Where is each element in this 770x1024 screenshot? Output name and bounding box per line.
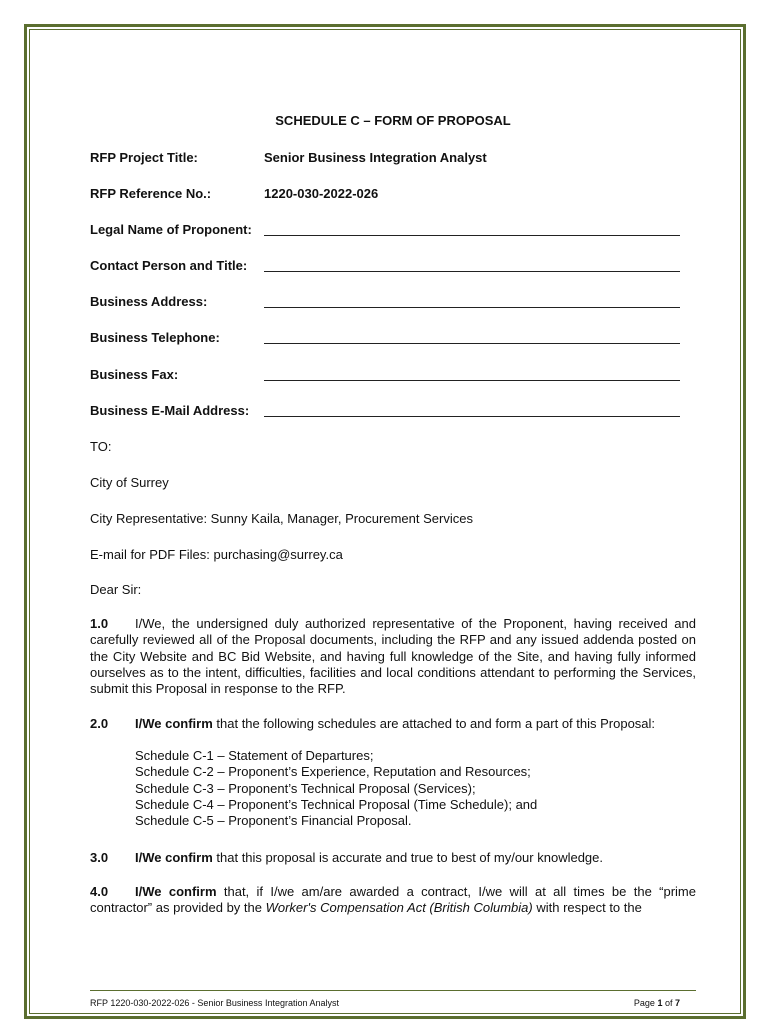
field-legal-name-line[interactable]: [264, 235, 680, 236]
footer-rule: [90, 990, 696, 991]
paragraph-bold: I/We confirm: [135, 716, 213, 731]
schedule-item: Schedule C-1 – Statement of Departures;: [135, 748, 374, 763]
page-prefix: Page: [633, 998, 658, 1008]
paragraph-2: [90, 716, 696, 732]
field-contact-person-line[interactable]: [264, 271, 680, 272]
schedule-item: Schedule C-5 – Proponent’s Financial Proposal.: [135, 813, 412, 829]
paragraph-number: 4.0: [90, 884, 109, 899]
field-business-email-label: Business E-Mail Address:: [90, 403, 250, 418]
schedule-item: Schedule C-2 – Proponent’s Experience, Reputation and Resources;: [135, 764, 531, 780]
field-business-email-line[interactable]: [264, 416, 680, 417]
footer-reference: RFP 1220-030-2022-026 - Senior Business Integration Analyst: [90, 998, 339, 1008]
field-project-title: [90, 150, 487, 165]
field-label: RFP Reference No.:: [90, 186, 212, 201]
field-value: 1220-030-2022-026: [264, 186, 379, 201]
pdf-email: E-mail for PDF Files: purchasing@surrey.ca: [90, 547, 343, 562]
page-total: 7: [674, 998, 680, 1008]
paragraph-bold: I/We confirm: [135, 884, 217, 899]
field-business-telephone-label: Business Telephone:: [90, 330, 220, 345]
field-business-address-label: Business Address:: [90, 294, 208, 309]
field-value: Senior Business Integration Analyst: [264, 150, 487, 165]
paragraph-text: with respect to the: [532, 900, 642, 916]
paragraph-number: 3.0: [90, 850, 109, 865]
paragraph-italic: Worker's Compensation Act (British Columbia): [265, 900, 533, 916]
paragraph-text: that this proposal is accurate and true to best of my/our knowledge.: [212, 850, 603, 865]
field-business-telephone-line[interactable]: [264, 343, 680, 344]
schedule-item: Schedule C-3 – Proponent’s Technical Proposal (Services);: [135, 780, 476, 796]
paragraph-number: 1.0: [90, 616, 109, 631]
field-contact-person-label: Contact Person and Title:: [90, 258, 248, 273]
salutation: Dear Sir:: [90, 582, 142, 597]
field-business-fax-label: Business Fax:: [90, 367, 179, 382]
paragraph-text: that the following schedules are attached to and form a part of this Proposal:: [212, 716, 656, 731]
paragraph-4: [90, 884, 696, 917]
paragraph-number: 2.0: [90, 716, 109, 731]
footer-page-number: [634, 998, 680, 1008]
field-label: RFP Project Title:: [90, 150, 198, 165]
paragraph-text: I/We, the undersigned duly authorized representative of the Proponent, having received and carefully reviewed all of the Proposal documents, including the RFP and any issued addenda posted on the City Website and BC Bid Website, and having full knowledge of the Site, and having fully informed ourselves as to the intent, difficulties, facilities and local conditions attendant to performing the Services, submit this Proposal in response to the RFP.: [90, 616, 696, 697]
schedule-list: [135, 748, 537, 829]
field-legal-name-label: Legal Name of Proponent:: [90, 222, 252, 237]
schedule-item: Schedule C-4 – Proponent’s Technical Proposal (Time Schedule); and: [135, 796, 538, 812]
to-label: TO:: [90, 439, 112, 454]
paragraph-text: that, if I/we am/are awarded a contract, I/we will at all times be the “prime contractor” as provided by the: [90, 884, 696, 916]
paragraph-3: [90, 850, 696, 866]
field-business-address-line[interactable]: [264, 307, 680, 308]
page-current: 1: [657, 998, 663, 1008]
document-title: SCHEDULE C – FORM OF PROPOSAL: [275, 113, 511, 128]
city-representative: City Representative: Sunny Kaila, Manager, Procurement Services: [90, 511, 473, 526]
city-name: City of Surrey: [90, 475, 169, 490]
field-reference-no: [90, 186, 379, 201]
field-business-fax-line[interactable]: [264, 380, 680, 381]
paragraph-bold: I/We confirm: [135, 850, 213, 865]
paragraph-1: [90, 616, 696, 697]
page-of: of: [662, 998, 675, 1008]
